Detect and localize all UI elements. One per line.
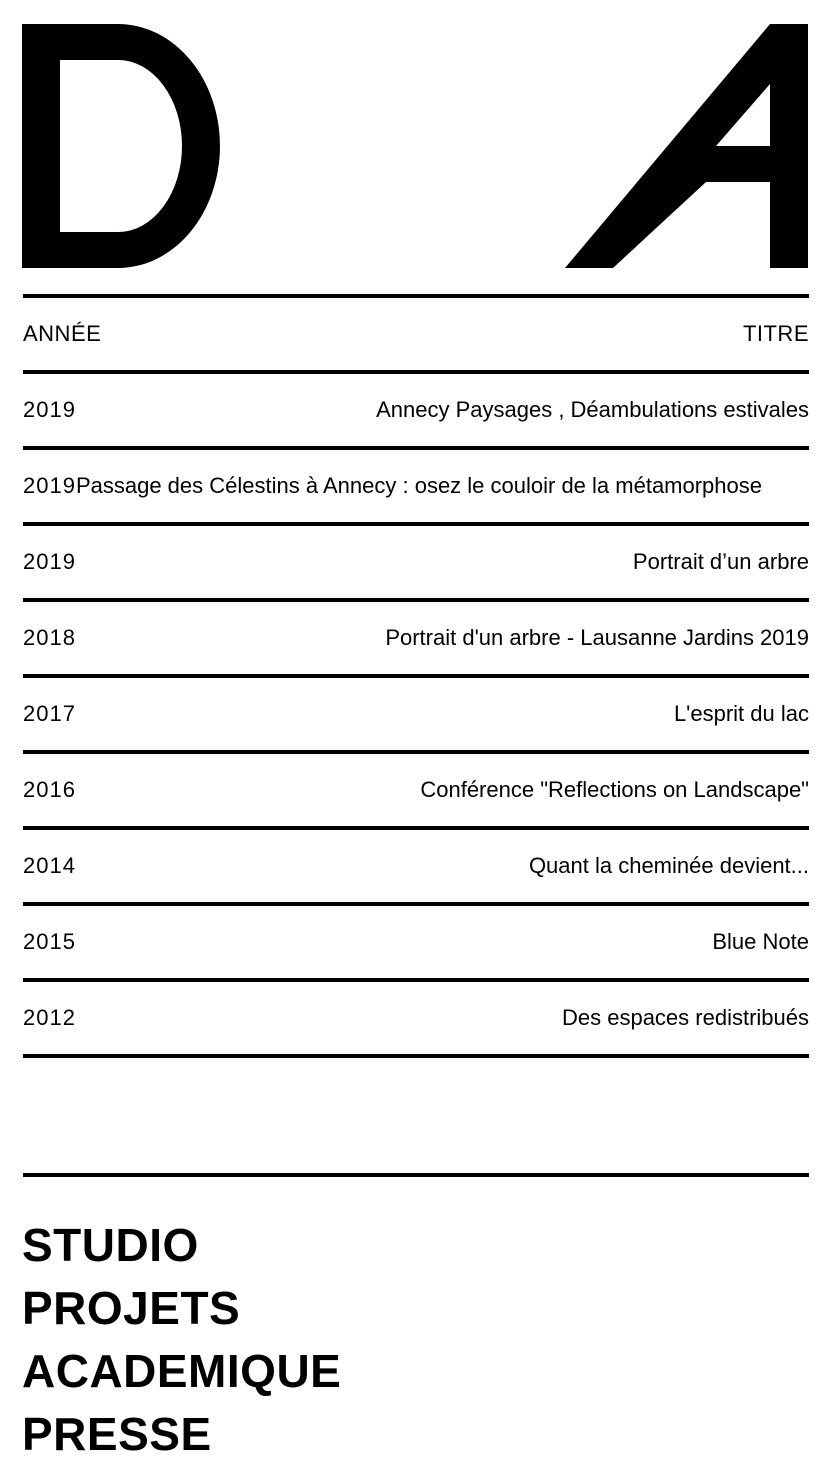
row-year: 2016 [23, 777, 76, 802]
column-header-year[interactable]: ANNÉE [23, 321, 102, 346]
row-title[interactable]: Conférence "Reflections on Landscape" [420, 777, 809, 802]
row-title[interactable]: Annecy Paysages , Déambulations estivales [376, 397, 809, 422]
column-header-title[interactable]: TITRE [742, 321, 809, 346]
row-year: 2012 [23, 1005, 76, 1030]
row-year: 2015 [23, 929, 76, 954]
main-nav [22, 1214, 341, 1466]
row-title[interactable]: Portrait d'un arbre - Lausanne Jardins 2019 [385, 625, 809, 650]
table-row[interactable] [23, 370, 809, 446]
table-header [23, 294, 809, 370]
table-row[interactable] [23, 826, 809, 902]
table-row[interactable] [23, 598, 809, 674]
nav-item-projets[interactable]: PROJETS [22, 1282, 241, 1334]
table-row[interactable] [23, 978, 809, 1058]
row-title[interactable]: Blue Note [712, 929, 809, 954]
nav-item-studio[interactable]: STUDIO [22, 1219, 199, 1271]
nav-item-presse[interactable]: PRESSE [22, 1408, 212, 1460]
table-row[interactable] [23, 522, 809, 598]
row-year: 2019 [23, 473, 76, 498]
nav-item-academique[interactable]: ACADEMIQUE [22, 1345, 342, 1397]
footer-divider [23, 1173, 809, 1177]
logo[interactable] [22, 24, 808, 268]
table-row[interactable] [23, 674, 809, 750]
table-row[interactable] [23, 750, 809, 826]
logo-graphic [22, 24, 808, 268]
projects-table [23, 294, 809, 1058]
table-row[interactable] [23, 902, 809, 978]
row-year: 2018 [23, 625, 76, 650]
row-year: 2017 [23, 701, 76, 726]
logo-letter-a [565, 24, 808, 268]
row-year: 2019 [23, 397, 76, 422]
logo-letter-d [22, 24, 220, 268]
row-title[interactable]: Quant la cheminée devient... [528, 853, 809, 878]
row-title[interactable]: Portrait d’un arbre [632, 549, 809, 574]
row-title[interactable]: L'esprit du lac [673, 701, 809, 726]
row-year: 2019 [23, 549, 76, 574]
row-year: 2014 [23, 853, 76, 878]
row-title[interactable]: Passage des Célestins à Annecy : osez le couloir de la métamorphose [75, 473, 763, 498]
table-row[interactable] [23, 446, 809, 522]
row-title[interactable]: Des espaces redistribués [561, 1005, 809, 1030]
